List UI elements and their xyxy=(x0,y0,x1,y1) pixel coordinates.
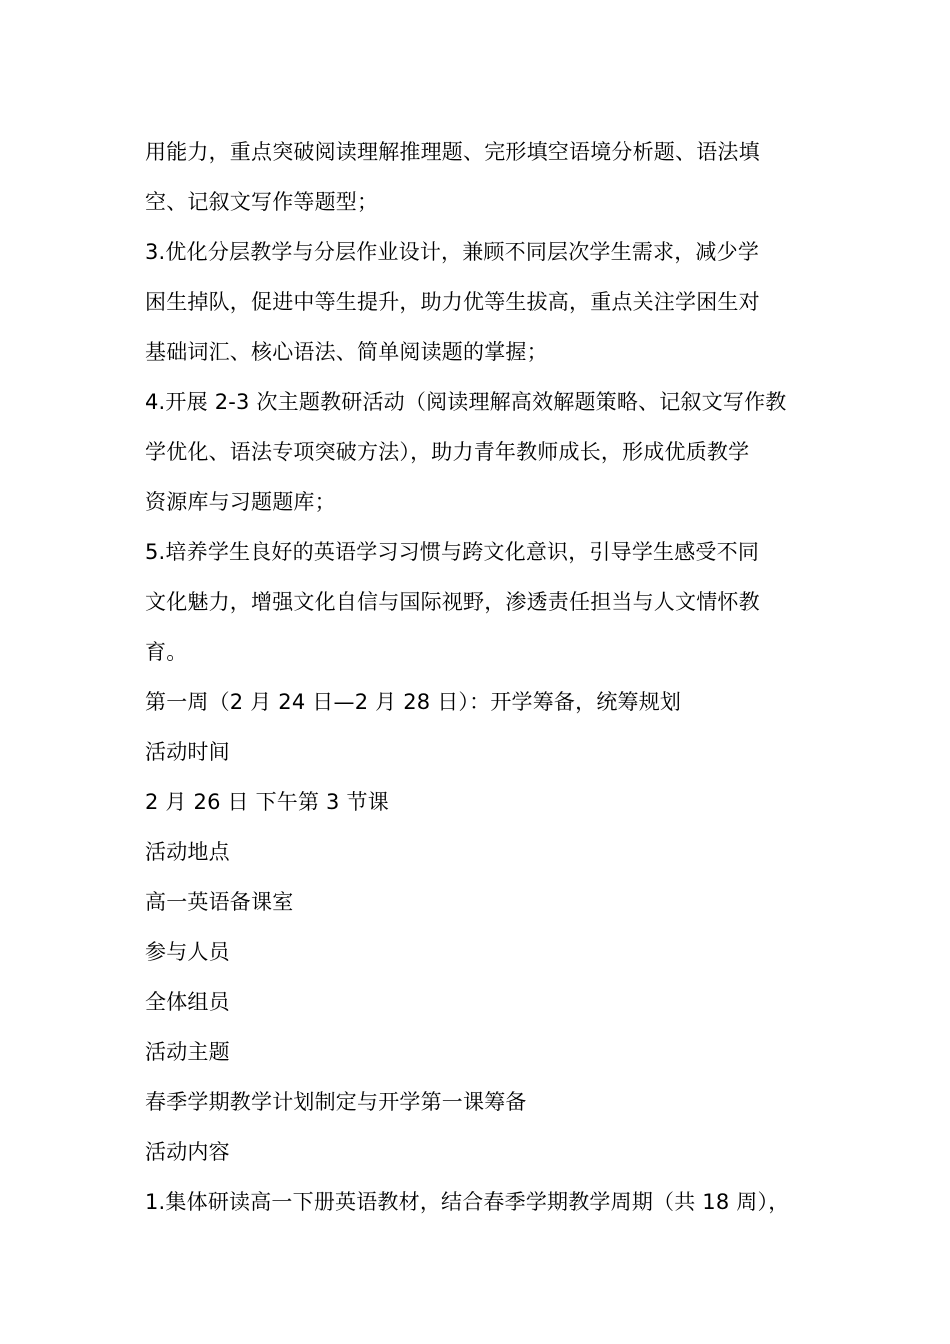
week-heading: 第一周（2 月 24 日—2 月 28 日）：开学筹备，统筹规划 xyxy=(145,690,682,714)
text-line: 资源库与习题题库； xyxy=(145,490,336,514)
field-label-content: 活动内容 xyxy=(145,1140,230,1164)
field-label-location: 活动地点 xyxy=(145,840,230,864)
text-line: 育。 xyxy=(145,640,188,664)
text-line: 用能力，重点突破阅读理解推理题、完形填空语境分析题、语法填 xyxy=(145,140,760,164)
field-value-location: 高一英语备课室 xyxy=(145,890,294,914)
field-value-time: 2 月 26 日 下午第 3 节课 xyxy=(145,790,389,814)
field-value-theme: 春季学期教学计划制定与开学第一课筹备 xyxy=(145,1090,527,1114)
text-line: 困生掉队，促进中等生提升，助力优等生拔高，重点关注学困生对 xyxy=(145,290,760,314)
text-line: 空、记叙文写作等题型； xyxy=(145,190,379,214)
text-line: 5.培养学生良好的英语学习习惯与跨文化意识，引导学生感受不同 xyxy=(145,540,760,564)
text-line: 文化魅力，增强文化自信与国际视野，渗透责任担当与人文情怀教 xyxy=(145,590,760,614)
field-value-participants: 全体组员 xyxy=(145,990,230,1014)
field-label-participants: 参与人员 xyxy=(145,940,230,964)
document-body xyxy=(145,127,815,1227)
text-line: 1.集体研读高一下册英语教材，结合春季学期教学周期（共 18 周）， xyxy=(145,1190,790,1214)
field-label-theme: 活动主题 xyxy=(145,1040,230,1064)
field-label-time: 活动时间 xyxy=(145,740,230,764)
text-line: 3.优化分层教学与分层作业设计，兼顾不同层次学生需求，减少学 xyxy=(145,240,760,264)
text-line: 4.开展 2-3 次主题教研活动（阅读理解高效解题策略、记叙文写作教 xyxy=(145,390,787,414)
text-line: 基础词汇、核心语法、简单阅读题的掌握； xyxy=(145,340,548,364)
text-line: 学优化、语法专项突破方法），助力青年教师成长，形成优质教学 xyxy=(145,440,750,464)
